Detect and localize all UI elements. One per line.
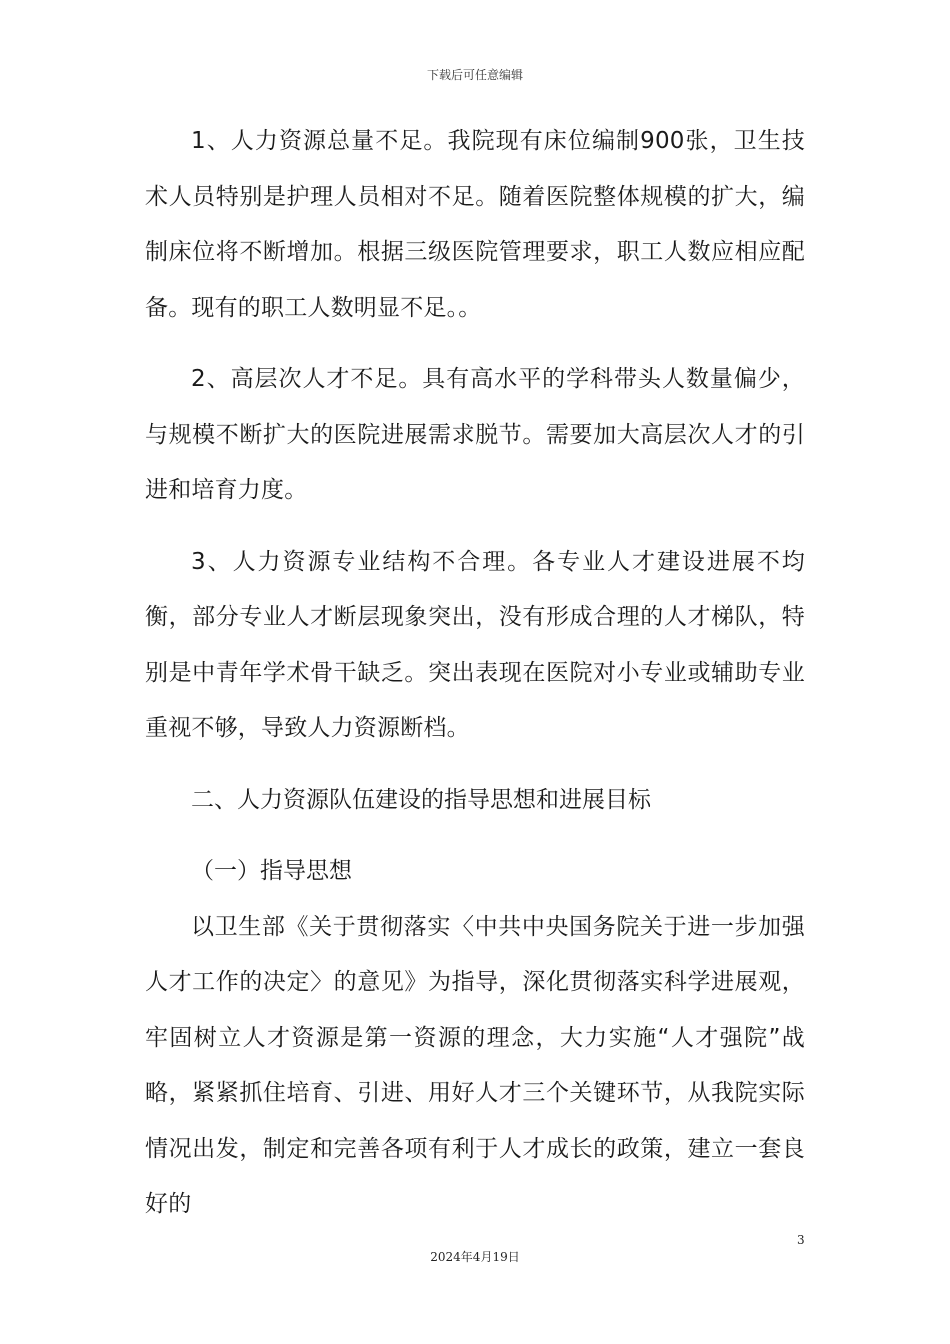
paragraph-talent-shortage: 2、高层次人才不足。具有高水平的学科带头人数量偏少，与规模不断扩大的医院进展需求脱节。需要加大高层次人才的引进和培育力度。 [145, 366, 805, 503]
header-note: 下载后可任意编辑 [426, 68, 523, 82]
paragraph-guiding-thought: 以卫生部《关于贯彻落实〈中共中央国务院关于进一步加强人才工作的决定〉的意见》为指导，深化贯彻落实科学进展观，牢固树立人才资源是第一资源的理念，大力实施“人才强院”战略，紧紧抓住培育、引进、用好人才三个关键环节，从我院实际情况出发，制定和完善各项有利于人才成长的政策，建立一套良好的 [145, 913, 805, 1217]
paragraph-staff-shortage: 1、人力资源总量不足。我院现有床位编制900张，卫生技术人员特别是护理人员相对不足。随着医院整体规模的扩大，编制床位将不断增加。根据三级医院管理要求，职工人数应相应配备。现有的职工人数明显不足。。 [145, 128, 805, 321]
subsection-heading: （一）指导思想 [191, 858, 352, 884]
paragraph-structure-issue: 3、人力资源专业结构不合理。各专业人才建设进展不均衡，部分专业人才断层现象突出，没有形成合理的人才梯队，特别是中青年学术骨干缺乏。突出表现在医院对小专业或辅助专业重视不够，导致人力资源断档。 [145, 548, 805, 741]
section-heading: 二、人力资源队伍建设的指导思想和进展目标 [191, 786, 651, 813]
page-number: 3 [797, 1233, 805, 1247]
document-body [145, 114, 805, 1233]
footer-date: 2024年4月19日 [430, 1250, 520, 1264]
